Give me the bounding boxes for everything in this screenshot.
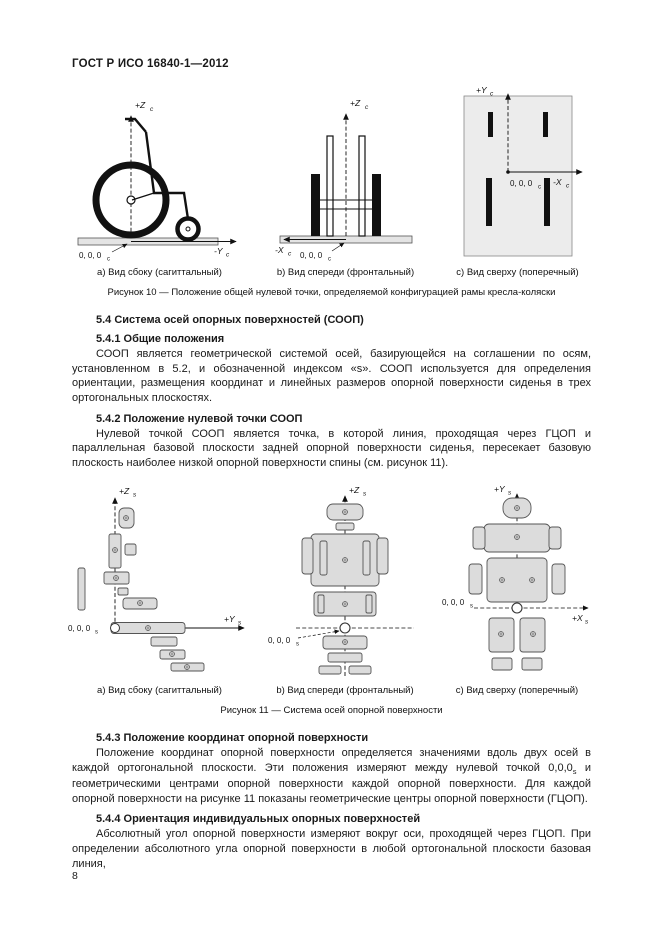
figure-10-view-c <box>448 84 588 278</box>
seating-front-view-drawing <box>266 480 424 680</box>
axis-label-y-sub: s <box>508 489 512 497</box>
axis-label-x: +X <box>572 613 583 624</box>
figure-10 <box>72 84 591 278</box>
axis-label-z-sub: c <box>149 106 153 113</box>
origin-label-sub: s <box>296 641 299 648</box>
heading-5-4-4: 5.4.4 Ориентация индивидуальных опорных поверхностей <box>96 813 421 826</box>
origin-label-sub: s <box>470 603 473 610</box>
wheelchair-side-view-drawing <box>76 92 244 262</box>
view-label-b: b) Вид спереди (фронтальный) <box>276 267 415 278</box>
origin-label: 0, 0, 0 <box>68 624 91 634</box>
seating-side-view-drawing <box>67 480 252 680</box>
heading-5-4-2: 5.4.2 Положение нулевой точки СООП <box>96 412 303 425</box>
origin-label-sub: s <box>95 629 98 636</box>
support-shapes <box>469 498 565 670</box>
footprint <box>464 96 572 256</box>
figure-11-caption: Рисунок 11 — Система осей опорной поверхности <box>220 705 443 717</box>
origin-point <box>506 170 510 174</box>
gcop-marker <box>512 603 522 613</box>
seating-top-view-drawing <box>438 480 596 680</box>
figure-11-view-c <box>438 480 596 696</box>
axis-label-y: +Y <box>494 484 505 495</box>
figure-11 <box>68 480 591 697</box>
axis-label-z-sub: s <box>363 490 367 498</box>
paragraph-5-4-3-part2: и геометрическими центрами опорной поверхности каждой опорной поверхности. Для каждой опорной поверхности на рисунке 11 показаны геометрические центры опорной поверхности (ГЦОП). <box>72 762 591 805</box>
origin-label: 0, 0, 0 <box>509 179 532 188</box>
origin-label: 0, 0, 0 <box>78 251 101 260</box>
axis-label-y: +Y <box>475 85 487 95</box>
axis-label-y-sub: s <box>238 619 242 627</box>
origin-label-sub: c <box>327 256 331 262</box>
axis-label-z: +Z <box>349 98 360 108</box>
axis-label-z-sub: c <box>364 104 368 111</box>
axis-label-y: +Y <box>224 614 235 625</box>
paragraph-5-4-1: СООП является геометрической системой осей, базирующейся на соглашении по осям, установленном в 5.2, и обозначенной индексом «s». СООП используется для определения ориентации, размещения координат и линейных размеров опорной поверхности сиденья в трех ортогональных плоскостях. <box>72 348 591 404</box>
origin-leader <box>332 243 344 251</box>
axis-label-z: +Z <box>119 486 130 497</box>
view-label-c: c) Вид сверху (поперечный) <box>455 685 579 697</box>
axis-label-y-sub: c <box>489 90 493 98</box>
heading-5-4-1: 5.4.1 Общие положения <box>96 333 225 345</box>
page-number: 8 <box>72 870 78 882</box>
axis-label-x-sub: s <box>585 618 589 626</box>
subscript-s: s <box>572 767 577 777</box>
axis-label-x: -X <box>552 177 561 187</box>
figure-11-view-b <box>266 480 424 696</box>
origin-label: 0, 0, 0 <box>299 251 322 260</box>
axis-label-x-sub: c <box>565 182 569 190</box>
gcop-marker <box>340 623 350 633</box>
axis-label-z: +Z <box>349 485 360 496</box>
paragraph-5-4-4: Абсолютный угол опорной поверхности измеряют вокруг оси, проходящей через ГЦОП. При определении абсолютного угла опорной поверхности в любой ортогональной плоскости базовая линия, <box>72 828 591 870</box>
gcop-marker <box>111 624 120 633</box>
view-label-a: a) Вид сбоку (сагиттальный) <box>97 685 222 697</box>
paragraph-5-4-2: Нулевой точкой СООП является точка, в которой линия, проходящая через ГЦОП и параллельная базовой плоскости задней опорной поверхности сиденья, пересекает базовую плоскость наиболее низкой опорной поверхности спины (см. рисунок 11). <box>72 427 591 469</box>
paragraph-5-4-3-part1: Положение координат опорной поверхности определяется значениями вдоль двух осей в каждой ортогональной плоскости. Эти положения измеряют между нулевой точкой 0,0,0 <box>72 747 591 774</box>
origin-label: 0, 0, 0 <box>268 636 291 646</box>
axis-label-z: +Z <box>134 100 145 110</box>
origin-label: 0, 0, 0 <box>442 598 465 608</box>
wheelchair-top-view-drawing <box>448 84 588 262</box>
figure-10-view-a <box>76 92 244 278</box>
heading-5-4-3: 5.4.3 Положение координат опорной поверхности <box>96 732 369 745</box>
view-label-a: a) Вид сбоку (сагиттальный) <box>97 267 222 278</box>
wheelchair-front-view-drawing <box>272 90 420 262</box>
axis-label-x-sub: c <box>287 250 291 258</box>
figure-10-view-b <box>272 90 420 278</box>
axis-label-x: -X <box>274 245 283 255</box>
origin-label-sub: c <box>537 184 541 191</box>
paragraph-5-4-3 <box>72 746 591 806</box>
axis-label-z-sub: s <box>133 491 137 499</box>
axis-label-y: -Y <box>213 246 222 256</box>
axis-label-y-sub: c <box>225 251 229 259</box>
origin-label-sub: c <box>106 256 110 262</box>
figure-11-view-a <box>67 480 252 696</box>
figure-10-caption: Рисунок 10 — Положение общей нулевой точки, определяемой конфигурацией рамы кресла-коляски <box>107 287 556 298</box>
support-shapes <box>78 508 204 671</box>
heading-5-4: 5.4 Система осей опорных поверхностей (СООП) <box>96 314 364 326</box>
view-label-c: c) Вид сверху (поперечный) <box>456 267 579 278</box>
document-header: ГОСТ Р ИСО 16840-1—2012 <box>72 58 229 70</box>
wheelchair-drawing <box>96 119 199 240</box>
view-label-b: b) Вид спереди (фронтальный) <box>276 685 414 697</box>
